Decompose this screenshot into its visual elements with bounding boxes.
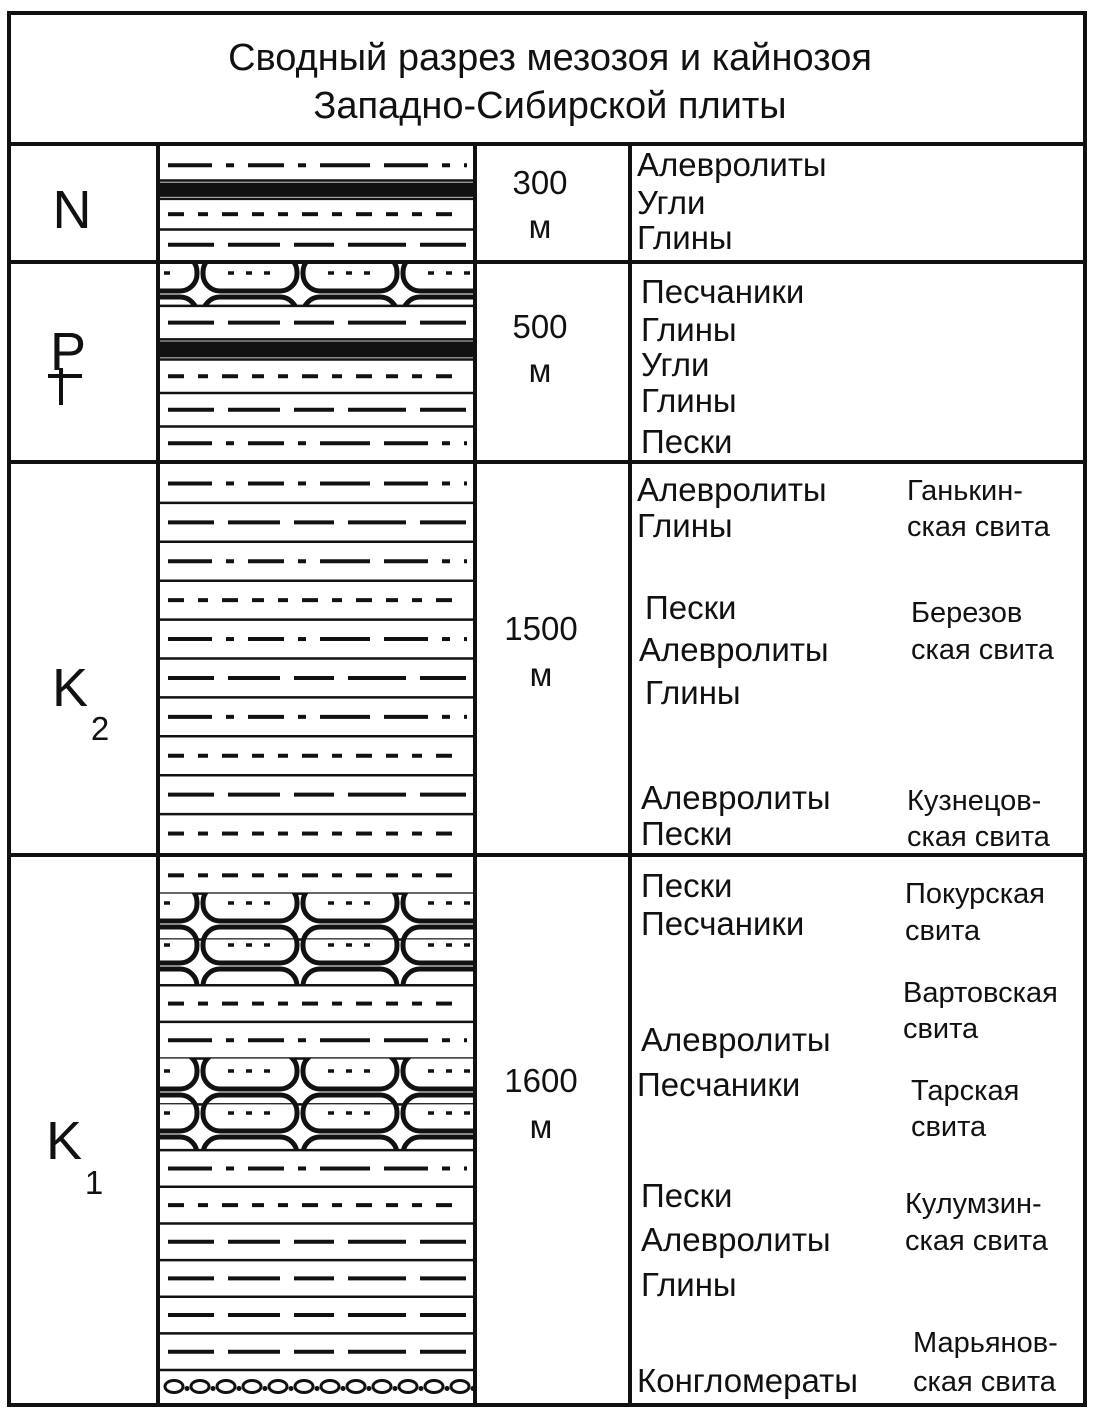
lithology-K1-7: Конгломераты [637,1362,858,1399]
thickness-K2: 1500 [504,610,578,647]
section-N [53,146,827,256]
lithology-K1-5: Алевролиты [641,1221,831,1258]
lithology-K1-1: Песчаники [641,905,805,942]
lithology-P-0: Песчаники [641,273,805,310]
lithology-K1-3: Песчаники [637,1066,801,1103]
index-K2: K [51,658,89,718]
thickness-unit-N: м [528,208,552,245]
lithology-K2-4: Глины [645,674,741,711]
lithology-K1-6: Глины [641,1266,737,1303]
lithology-column-K1 [160,875,476,1392]
lithology-K2-0: Алевролиты [637,471,827,508]
thickness-unit-K1: м [529,1108,553,1145]
suite-K1-3-line2: ская свита [905,1225,1048,1257]
suite-K1-0-line2: свита [905,915,981,947]
lithology-N-1: Угли [637,184,706,221]
suite-K2-1-line1: Березов [911,597,1023,629]
suite-K2-0-line2: ская свита [907,511,1050,543]
suite-K1-4-line2: ская свита [913,1366,1056,1398]
suite-K2-0-line1: Ганькин- [907,475,1023,507]
thickness-K1: 1600 [504,1062,578,1099]
suite-K1-2-line2: свита [911,1111,987,1143]
suite-K1-2-line1: Тарская [911,1075,1020,1107]
lithology-N-2: Глины [637,219,733,256]
lithology-K2-2: Пески [645,589,737,626]
index-P: P [49,322,87,382]
suite-K2-2-line1: Кузнецов- [907,785,1042,817]
section-P [48,264,804,460]
lithology-K2-5: Алевролиты [641,779,831,816]
suite-K2-1-line2: ская свита [911,634,1054,666]
index-K1: K [45,1111,83,1171]
lithology-K1-0: Пески [641,867,733,904]
section-K1 [46,867,1058,1399]
index-K2-subscript: 2 [90,710,110,747]
lithology-column-N [160,165,473,244]
suite-K1-0-line1: Покурская [905,878,1045,910]
lithology-K2-6: Пески [641,815,733,852]
title-line-2: Западно-Сибирской плиты [313,85,787,127]
lithology-column-P [160,264,473,443]
lithology-P-1: Глины [641,311,737,348]
thickness-N: 300 [512,164,568,201]
title-line-1: Сводный разрез мезозоя и кайнозоя [228,37,872,79]
lithology-P-2: Угли [641,346,710,383]
suite-K1-4-line1: Марьянов- [913,1327,1058,1359]
suite-K1-1-line1: Вартовская [903,977,1058,1009]
lithology-column-K2 [160,483,473,833]
index-K1-subscript: 1 [84,1164,104,1201]
suite-K2-2-line2: ская свита [907,821,1050,853]
section-K2 [52,471,1055,853]
thickness-unit-K2: м [529,656,553,693]
lithology-K2-3: Алевролиты [639,631,829,668]
lithology-K1-2: Алевролиты [641,1021,831,1058]
thickness-unit-P: м [528,352,552,389]
lithology-N-0: Алевролиты [637,146,827,183]
lithology-K1-4: Пески [641,1177,733,1214]
lithology-K2-1: Глины [637,507,733,544]
lithology-P-4: Пески [641,423,733,460]
suite-K1-1-line2: свита [903,1013,979,1045]
thickness-P: 500 [512,308,568,345]
index-N: N [52,180,92,240]
lithology-P-3: Глины [641,382,737,419]
suite-K1-3-line1: Кулумзин- [905,1188,1042,1220]
